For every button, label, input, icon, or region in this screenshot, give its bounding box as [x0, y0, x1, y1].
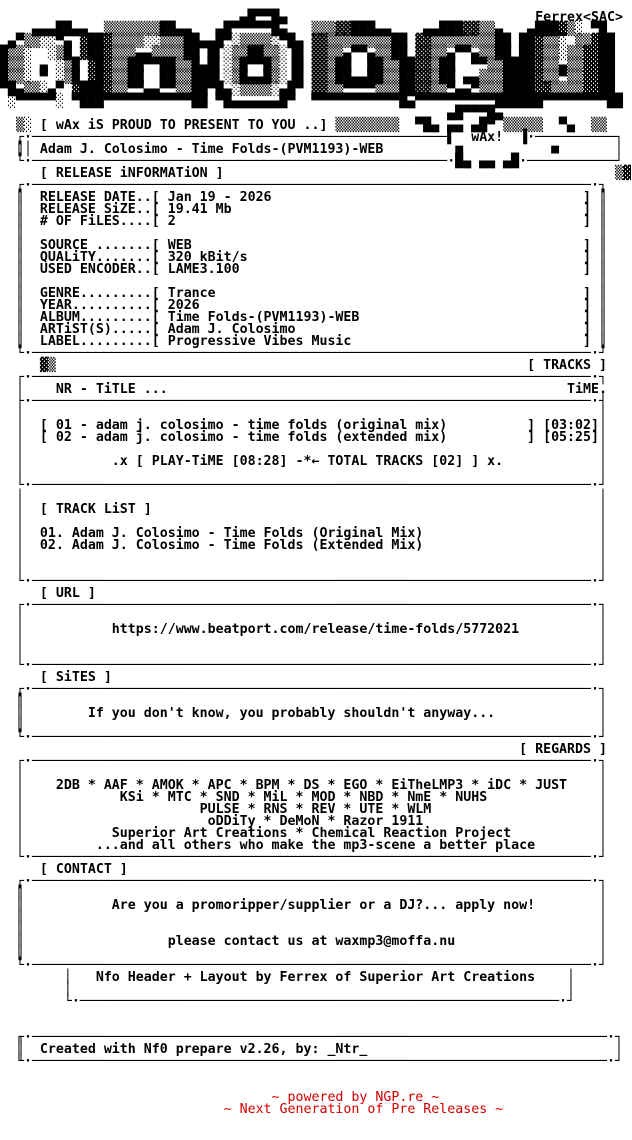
nfo-line: │ │	[0, 490, 607, 505]
nfo-line: ┌·──────────────────────────────────────────────────────────────────────·┐	[0, 682, 607, 697]
nfo-line	[0, 1128, 632, 1140]
nfo-line: ┌·──────────────────────────────────────────────────────────────────────·┐	[0, 178, 607, 193]
nfo-line: └·──────────────────────────────────────────────────────────────────────·┘	[0, 574, 607, 589]
nfo-line: │ │	[0, 766, 607, 781]
nfo-line: ║ Created with Nf0 prepare v2.26, by: _Ntr_ │	[0, 1042, 623, 1057]
nfo-line: │ .x [ PLAY-TiME [08:28] -*← TOTAL TRACKS [02] ] x. │	[0, 454, 607, 469]
nfo-line: │ │	[0, 514, 607, 529]
nfo-line	[0, 1068, 632, 1080]
nfo-line: ║ please contact us at waxmp3@moffa.nu │	[0, 934, 607, 949]
nfo-line: ╙·────────────────────────────────────────────────────────────────────────·┘	[0, 1054, 623, 1069]
nfo-line: ║ │	[0, 886, 607, 901]
nfo-line: ▓▒ [ TRACKS ]	[0, 358, 607, 373]
nfo-line: │ [ TRACK LiST ] │	[0, 502, 607, 517]
nfo-line: ▄█▀▀▀█▄	[0, 106, 623, 121]
nfo-line: [ CONTACT ]	[0, 862, 128, 877]
nfo-line: ║ ARTiST(S).....[ Adam J. Colosimo ] ║	[0, 322, 607, 337]
nfo-line: ~ Next Generation of Pre Releases ~	[0, 1102, 504, 1117]
nfo-line: │ Superior Art Creations * Chemical Reaction Project │	[0, 826, 607, 841]
nfo-line: └·──────────────────────────────────────────────────────────────────────·┘	[0, 958, 607, 973]
nfo-line: │ https://www.beatport.com/release/time-folds/5772021 │	[0, 622, 607, 637]
nfo-line: [ RELEASE iNFORMATiON ] ▒▓	[0, 166, 631, 181]
nfo-line: ║ Are you a promoripper/supplier or a DJ?... apply now! │	[0, 898, 607, 913]
nfo-line: ▄█▀▀█▄ Ferrex<SAC>	[0, 10, 623, 25]
nfo-line: └·────────────────────────────────────────────────────·█▄ ▄▄ ▄█·───────────┘	[0, 154, 623, 169]
nfo-line: │ [ 02 - adam j. colosimo - time folds (extended mix) ] [05:25]│	[0, 430, 607, 445]
nfo-line: █▒▒░ ▄ ░▒█ ▓█▓▒▒██▀▀██▒▒█▄█▌░▒█▀▀█▒░▐█ ▓▓▒██ ██▒▒██▓▓▒██ ▀▀▒▒████▓▒▒▄▒▒▓▓██	[0, 58, 623, 73]
nfo-line: ║ ALBUM.........[ Time Folds-(PVM1193)-WEB ] ║	[0, 310, 607, 325]
nfo-line: ║ │	[0, 718, 607, 733]
nfo-line: │ 2DB * AAF * AMOK * APC * BPM * DS * EGO * EiTheLMP3 * iDC * JUST │	[0, 778, 607, 793]
nfo-line: │ [ 01 - adam j. colosimo - time folds (original mix) ] [03:02]│	[0, 418, 607, 433]
nfo-line: │ ...and all others who make the mp3-scene a better place │	[0, 838, 607, 853]
nfo-line: │ NR - TiTLE ... TiME.	[0, 382, 607, 397]
nfo-line: ╓·────────────────────────────────────────────────────────────────────────·┐	[0, 1030, 623, 1045]
nfo-line: [ URL ]	[0, 586, 96, 601]
nfo-line: │ 01. Adam J. Colosimo - Time Folds (Original Mix) │	[0, 526, 607, 541]
nfo-line: │ │	[0, 442, 607, 457]
nfo-line: [ REGARDS ]	[0, 742, 607, 757]
nfo-line: └·────────────────────────────────────────────────────────────·┘	[0, 994, 576, 1009]
nfo-line: ┌·──────────────────────────────────────────────────────────────────────·┐	[0, 598, 607, 613]
nfo-line: ║ If you don't know, you probably shouldn't anyway... │	[0, 706, 607, 721]
nfo-line: │ │	[0, 634, 607, 649]
nfo-line: ┌·──────────────────────────────────────────────────────────────────────·┐	[0, 874, 607, 889]
nfo-line: ▒░ [ wAx iS PROUD TO PRESENT TO YOU ..] ▒▒▒▒▒▒▒▒ ▀█▄ ▄▄ ▄█▀ ▒▒▒▒▒ ▀▄ ▒▒	[0, 118, 607, 133]
nfo-line: ║ RELEASE DATE..[ Jan 19 - 2026 ] ║	[0, 190, 607, 205]
nfo-line: ║ USED ENCODER..[ LAME3.100 ] ║	[0, 262, 607, 277]
nfo-line: └·──────────────────────────────────────────────────────────────────────·┘	[0, 658, 607, 673]
nfo-line: ║ LABEL.........[ Progressive Vibes Music ] ║	[0, 334, 607, 349]
nfo-line	[0, 1116, 632, 1128]
nfo-line: █▒▒░ ▀ ░▒█ ▓█▓▒▒██ ██▒▒███▌░▒█▄▄█▒░▐█ ▓▓▒██▄▄██▒▒██▓▓▒██ ▄▄▒▒▒████▓▒▒▀▒▒▓▓██	[0, 70, 623, 85]
nfo-line: ║ SOURCE .......[ WEB ] ║	[0, 238, 607, 253]
nfo-line: │ │	[0, 982, 576, 997]
nfo-line: ║ │	[0, 694, 607, 709]
nfo-line: └·──────────────────────────────────────────────────────────────────────·┘	[0, 730, 607, 745]
nfo-line: ┌·──────────────────────────────────────────────────────────────────────·┐	[0, 754, 607, 769]
nfo-line: ║ │	[0, 946, 607, 961]
nfo-line: │ │	[0, 466, 607, 481]
nfo-line: ║│ Adam J. Colosimo - Time Folds-(PVM1193)-WEB ■ ■ │	[0, 142, 623, 157]
nfo-line: ▄▀▒▒░░▀▄ ▓██▓▒▒▒▒░░▒▒▒██▄▄█▀░▒▒▒▒░▀█▄ ▓▓▒▒▒▒▒▒▒▒██ ▓▓▒▒▒▒▒▒▒▒██ ██▓▒▒░ ▒▒▓██	[0, 34, 623, 49]
nfo-line: │ │	[0, 646, 607, 661]
nfo-line: [ SiTES ]	[0, 670, 112, 685]
nfo-line: ║ ║	[0, 274, 607, 289]
nfo-line: │ Nfo Header + Layout by Ferrex of Superior Art Creations │	[0, 970, 576, 985]
nfo-line: │ 02. Adam J. Colosimo - Time Folds (Extended Mix) │	[0, 538, 607, 553]
nfo-line: │ oDDiTy * DeMoN * Razor 1911 │	[0, 814, 607, 829]
nfo-line: │ │	[0, 406, 607, 421]
nfo-line: │ KSi * MTC * SND * MiL * MOD * NBD * NmE * NUHS │	[0, 790, 607, 805]
nfo-line: █▒▒░ ░▒█ ▓██▓▒▒▒▄▄▒▒▒▒██ █▌░▒▒██▒▒░▐█ ▓▓▒▒▄▀▀▄▒▒██ ▓▓▒▒▄▀▀▄▒▒██ ██▓▒▒░▒▒▓▓██	[0, 46, 623, 61]
nfo-line: ~ powered by NGP.re ~	[0, 1090, 440, 1105]
nfo-line: ┌·────────────────────────────────────────────────────▌ wAx! ▐·──────────┐	[0, 130, 623, 145]
nfo-line: ║ # OF FiLES....[ 2 ] ║	[0, 214, 607, 229]
nfo-line: ┌·──────────────────────────────────────────────────────────────────────·┐	[0, 370, 607, 385]
nfo-line: ▄▄▄██▄▄ ▒▒▒▒▒▒▒██▄▄ ▄█▀▀▀▀▀█▄ ▒▒▒▓▓███▄▄ ▄▄███▓▓▒▒▄ ▄███▓▒░ ▀█	[0, 22, 623, 37]
nfo-line: ░▀▀▀▀▀░ ▀███▀▀▀▀▀▀▀▀▀▀▀██ ▀█▄▄▄▄▄▄█▀ ▀▀▀▀▀▀▀▀▀▀▀█▄▀▀▀▀▀▀▀▀▀▀██████▀▀▀▀▀▀▀▀██	[0, 94, 631, 109]
nfo-line: └·──────────────────────────────────────────────────────────────────────·┘	[0, 850, 607, 865]
nfo-line: ║ QUALiTY.......[ 320 kBit/s ] ║	[0, 250, 607, 265]
nfo-line: └·──────────────────────────────────────────────────────────────────────·┘	[0, 346, 607, 361]
nfo-line: ║ │	[0, 922, 607, 937]
nfo-line: │ PULSE * RNS * REV * UTE * WLM │	[0, 802, 607, 817]
nfo-line: ║ ║	[0, 226, 607, 241]
nfo-line: ║ │	[0, 910, 607, 925]
nfo-line: ║ RELEASE SiZE..[ 19.41 Mb ] ║	[0, 202, 607, 217]
nfo-line: └·──────────────────────────────────────────────────────────────────────·┘	[0, 478, 607, 493]
nfo-line: │ │	[0, 550, 607, 565]
nfo-line: ║ GENRE.........[ Trance ] ║	[0, 286, 607, 301]
nfo-line: │ │	[0, 562, 607, 577]
nfo-line: ║ YEAR..........[ 2026 ] ║	[0, 298, 607, 313]
nfo-line: ├·──────────────────────────────────────────────────────────────────────·┤	[0, 394, 607, 409]
nfo-line	[0, 1008, 632, 1020]
nfo-line: ▀█▄▒▒░▄▀ ▓███▓▒▒▀▀▄▄▀▀▒▒██▀█▄░▒▒▒▒░▄█▀ ▓▓▒▒▀▀▀▀▒▒▒██▓▓▒▒▀▄▄▀▒▒▒████▓▓▒▒▒▒▓▓██	[0, 82, 623, 97]
nfo-line: │ │	[0, 610, 607, 625]
